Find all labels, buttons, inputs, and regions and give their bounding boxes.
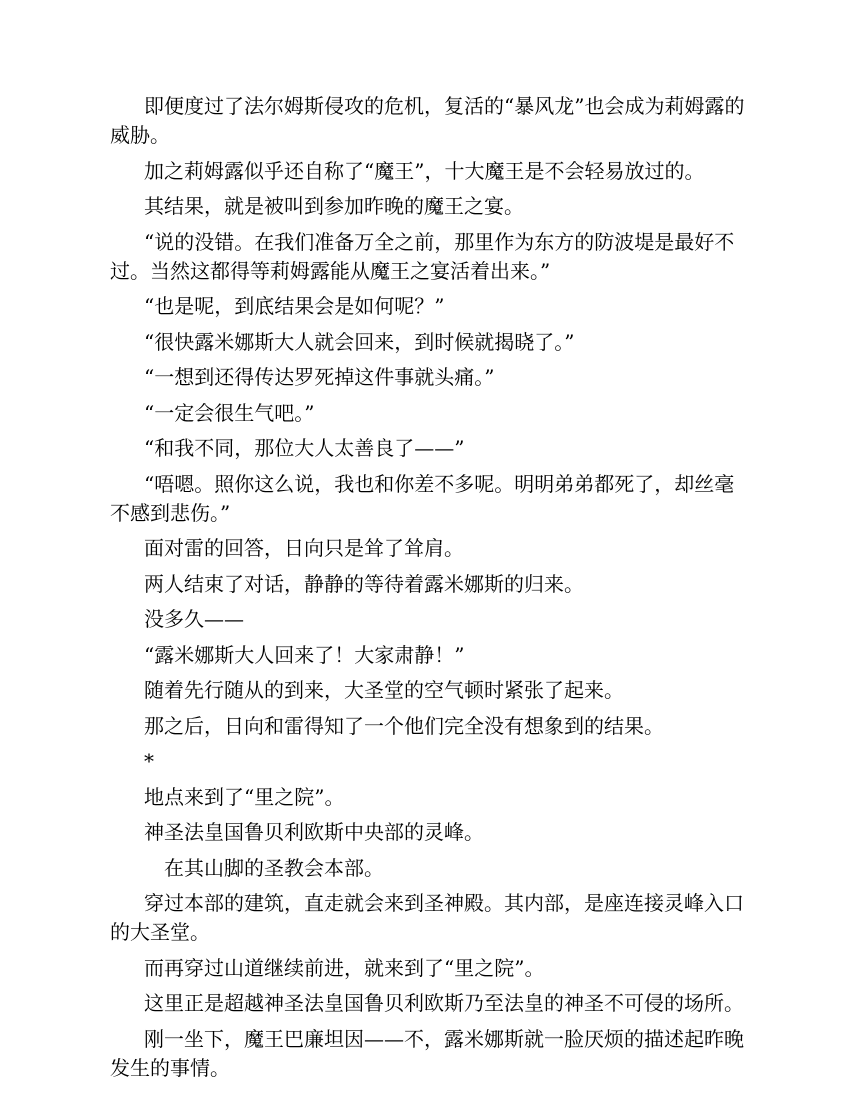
paragraph: 这里正是超越神圣法皇国鲁贝利欧斯乃至法皇的神圣不可侵的场所。 xyxy=(144,991,744,1015)
paragraph: 刚一坐下，魔王巴廉坦因——不，露米娜斯就一脸厌烦的描述起昨晚发生的事情。 xyxy=(110,1026,744,1080)
document-body xyxy=(110,92,750,1089)
paragraph: 随着先行随从的到来，大圣堂的空气顿时紧张了起来。 xyxy=(144,678,624,702)
paragraph: “一定会很生气吧。” xyxy=(144,400,315,425)
paragraph: “很快露米娜斯大人就会回来，到时候就揭晓了。” xyxy=(144,329,575,354)
paragraph: 加之莉姆露似乎还自称了“魔王”，十大魔王是不会轻易放过的。 xyxy=(144,158,705,183)
paragraph: “说的没错。在我们准备万全之前，那里作为东方的防波堤是最好不过。当然这都得等莉姆露能从魔王之宴活着出来。” xyxy=(110,229,735,283)
paragraph: “一想到还得传达罗死掉这件事就头痛。” xyxy=(144,365,495,389)
paragraph: 神圣法皇国鲁贝利欧斯中央部的灵峰。 xyxy=(144,820,484,844)
paragraph: 两人结束了对话，静静的等待着露米娜斯的归来。 xyxy=(144,571,584,596)
paragraph: “露米娜斯大人回来了！大家肃静！” xyxy=(144,642,465,667)
paragraph: 没多久—— xyxy=(144,607,244,631)
scene-break: * xyxy=(144,749,154,773)
paragraph: 穿过本部的建筑，直走就会来到圣神殿。其内部，是座连接灵峰入口的大圣堂。 xyxy=(110,891,744,944)
paragraph: 其结果，就是被叫到参加昨晚的魔王之宴。 xyxy=(144,194,524,218)
paragraph: “和我不同，那位大人太善良了——” xyxy=(144,436,465,460)
paragraph: 地点来到了“里之院”。 xyxy=(144,784,345,809)
paragraph: 在其山脚的圣教会本部。 xyxy=(164,855,384,880)
paragraph: 面对雷的回答，日向只是耸了耸肩。 xyxy=(144,536,464,560)
paragraph: 即便度过了法尔姆斯侵攻的危机，复活的“暴风龙”也会成为莉姆露的威胁。 xyxy=(110,94,745,147)
paragraph: “唔嗯。照你这么说，我也和你差不多呢。明明弟弟都死了，却丝毫不感到悲伤。” xyxy=(110,471,735,525)
paragraph: 那之后，日向和雷得知了一个他们完全没有想象到的结果。 xyxy=(144,713,664,738)
paragraph: “也是呢，到底结果会是如何呢？” xyxy=(144,294,445,318)
paragraph: 而再穿过山道继续前进，就来到了“里之院”。 xyxy=(144,955,545,980)
